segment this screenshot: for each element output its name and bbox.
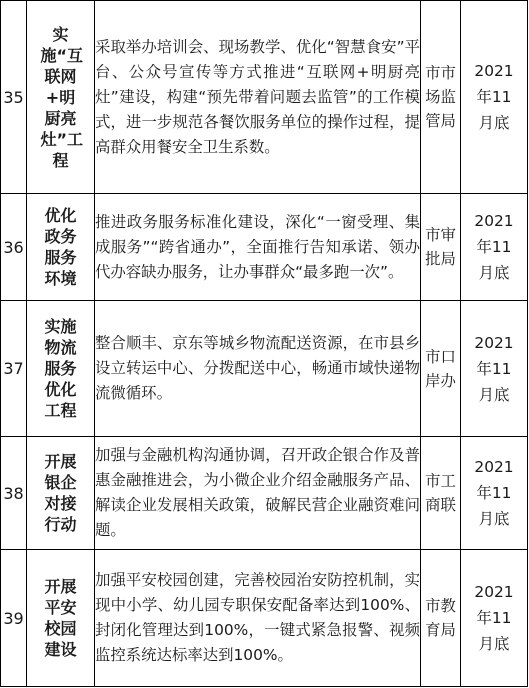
project-name: 实施“互联网+明厨亮灶”工程 xyxy=(27,1,95,194)
row-number: 35 xyxy=(1,1,27,194)
project-name: 开展平安校园建设 xyxy=(27,550,95,687)
responsible-department: 市市场监管局 xyxy=(421,1,461,194)
responsible-department: 市工商联 xyxy=(421,437,461,550)
project-name: 优化政务服务环境 xyxy=(27,194,95,301)
responsible-department: 市口岸办 xyxy=(421,301,461,437)
row-number: 36 xyxy=(1,194,27,301)
deadline: 2021年11月底 xyxy=(461,301,528,437)
row-number: 38 xyxy=(1,437,27,550)
task-content: 加强与金融机构沟通协调，召开政企银合作及普惠金融推进会，为小微企业介绍金融服务产品、解读企业发展相关政策，破解民营企业融资难问题。 xyxy=(95,437,421,550)
task-content: 采取举办培训会、现场教学、优化“智慧食安”平台、公众号宣传等方式推进“互联网+明厨亮灶”建设，构建“预先带着问题去监管”的工作模式，进一步规范各餐饮服务单位的操作过程，提高群众用餐安全卫生系数。 xyxy=(95,1,421,194)
deadline: 2021年11月底 xyxy=(461,1,528,194)
table-row xyxy=(1,1,528,194)
task-content: 加强平安校园创建，完善校园治安防控机制，实现中小学、幼儿园专职保安配备率达到100%、封闭化管理达到100%，一键式紧急报警、视频监控系统达标率达到100%。 xyxy=(95,550,421,687)
project-name: 开展银企对接行动 xyxy=(27,437,95,550)
responsible-department: 市审批局 xyxy=(421,194,461,301)
project-name: 实施物流服务优化工程 xyxy=(27,301,95,437)
row-number: 37 xyxy=(1,301,27,437)
deadline: 2021年11月底 xyxy=(461,437,528,550)
task-content: 整合顺丰、京东等城乡物流配送资源，在市县乡设立转运中心、分拨配送中心，畅通市域快递物流微循环。 xyxy=(95,301,421,437)
responsible-department: 市教育局 xyxy=(421,550,461,687)
table-row xyxy=(1,550,528,687)
table-row xyxy=(1,301,528,437)
table-row xyxy=(1,437,528,550)
deadline: 2021年11月底 xyxy=(461,550,528,687)
table-row xyxy=(1,194,528,301)
deadline: 2021年11月底 xyxy=(461,194,528,301)
row-number: 39 xyxy=(1,550,27,687)
task-content: 推进政务服务标准化建设，深化“一窗受理、集成服务”“跨省通办”，全面推行告知承诺、领办代办容缺办服务，让办事群众“最多跑一次”。 xyxy=(95,194,421,301)
